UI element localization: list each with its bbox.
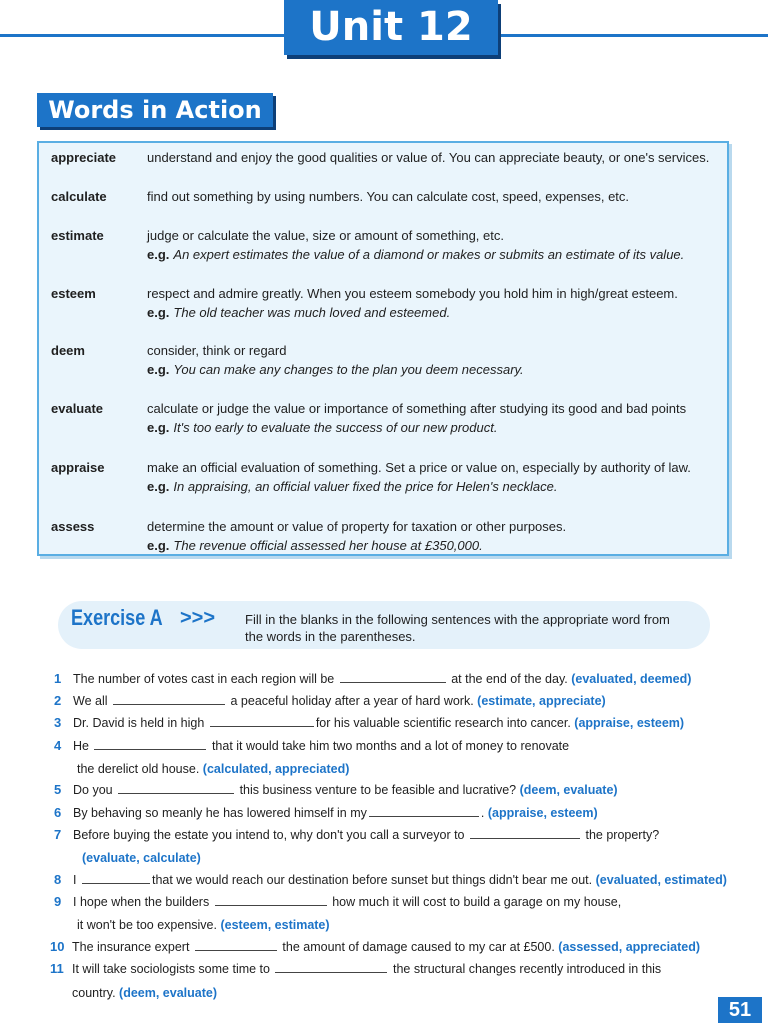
question-line: We all a peaceful holiday after a year of hard work. (estimate, appreciate) <box>73 694 606 708</box>
question-line: Do you this business venture to be feasible and lucrative? (deem, evaluate) <box>73 783 618 797</box>
answer-blank[interactable] <box>195 938 277 951</box>
answer-blank[interactable] <box>340 670 446 683</box>
question-line: He that it would take him two months and a lot of money to renovate <box>73 739 570 753</box>
exercise-header <box>58 601 710 649</box>
vocab-example: e.g. An expert estimates the value of a diamond or makes or submits an estimate of its value. <box>147 247 685 262</box>
question-number: 9 <box>54 894 62 909</box>
vocab-example: e.g. It's too early to evaluate the success of our new product. <box>147 420 498 435</box>
answer-options: (evaluated, deemed) <box>571 672 692 686</box>
vocab-word: evaluate <box>51 401 104 416</box>
vocabulary-box <box>37 141 729 556</box>
exercise-title: Exercise A <box>71 605 163 630</box>
answer-blank[interactable] <box>118 781 234 794</box>
vocab-definition: judge or calculate the value, size or amount of something, etc. <box>147 228 504 243</box>
question-line: it won't be too expensive. (esteem, estimate) <box>77 918 330 932</box>
question-line: Before buying the estate you intend to, why don't you call a surveyor to the property? <box>73 828 660 842</box>
vocab-definition: calculate or judge the value or importance of something after studying its good and bad points <box>147 401 687 416</box>
answer-blank[interactable] <box>215 893 327 906</box>
page-number: 51 <box>718 997 762 1023</box>
answer-blank[interactable] <box>275 960 387 973</box>
question-number: 4 <box>54 738 62 753</box>
answer-blank[interactable] <box>82 871 150 884</box>
answer-options: (esteem, estimate) <box>220 918 330 932</box>
vocab-example: e.g. The old teacher was much loved and esteemed. <box>147 305 451 320</box>
question-line: country. (deem, evaluate) <box>72 986 217 1000</box>
answer-options: (evaluated, estimated) <box>595 873 727 887</box>
question-number: 11 <box>50 961 64 976</box>
vocab-word: assess <box>51 519 95 534</box>
answer-blank[interactable] <box>113 692 225 705</box>
header-rule-right <box>496 34 768 37</box>
answer-options: (appraise, esteem) <box>574 716 685 730</box>
question-line: It will take sociologists some time to the structural changes recently introduced in this <box>72 962 662 976</box>
question-line: By behaving so meanly he has lowered himself in my . (appraise, esteem) <box>73 806 598 820</box>
question-line: The insurance expert the amount of damage caused to my car at £500. (assessed, appreciated) <box>72 940 701 954</box>
answer-blank[interactable] <box>210 714 314 727</box>
vocab-word: deem <box>51 343 85 358</box>
question-number: 6 <box>54 805 62 820</box>
section-title: Words in Action <box>37 93 273 127</box>
question-number: 5 <box>54 782 62 797</box>
vocab-definition: find out something by using numbers. You can calculate cost, speed, expenses, etc. <box>147 189 630 204</box>
question-number: 3 <box>54 715 62 730</box>
answer-options: (evaluate, calculate) <box>82 851 201 865</box>
vocab-word: esteem <box>51 286 96 301</box>
question-line: I hope when the builders how much it will cost to build a garage on my house, <box>73 895 622 909</box>
unit-title: Unit 12 <box>284 0 498 55</box>
answer-blank[interactable] <box>94 737 206 750</box>
question-line: Dr. David is held in high for his valuable scientific research into cancer. (appraise, esteem) <box>73 716 685 730</box>
vocab-word: estimate <box>51 228 104 243</box>
vocab-example: e.g. In appraising, an official valuer fixed the price for Helen's necklace. <box>147 479 558 494</box>
question-number: 8 <box>54 872 62 887</box>
answer-options: (deem, evaluate) <box>119 986 217 1000</box>
question-number: 1 <box>54 671 62 686</box>
answer-options: (deem, evaluate) <box>519 783 618 797</box>
question-line: I that we would reach our destination before sunset but things didn't bear me out. (evaluated, estimated) <box>73 873 727 887</box>
question-line: the derelict old house. (calculated, appreciated) <box>77 762 350 776</box>
vocab-definition: respect and admire greatly. When you esteem somebody you hold him in high/great esteem. <box>147 286 678 301</box>
header-rule-left <box>0 34 290 37</box>
vocab-definition: understand and enjoy the good qualities or value of. You can appreciate beauty, or one's services. <box>147 150 710 165</box>
vocab-word: calculate <box>51 189 107 204</box>
answer-options: (assessed, appreciated) <box>558 940 701 954</box>
vocab-word: appreciate <box>51 150 117 165</box>
question-line <box>82 849 201 867</box>
vocab-example: e.g. You can make any changes to the plan you deem necessary. <box>147 362 524 377</box>
question-number: 10 <box>50 939 65 954</box>
vocab-definition: make an official evaluation of something. Set a price or value on, especially by authority of law. <box>147 460 691 475</box>
answer-options: (estimate, appreciate) <box>477 694 606 708</box>
vocab-definition: determine the amount or value of property for taxation or other purposes. <box>147 519 567 534</box>
vocab-word: appraise <box>51 460 105 475</box>
exercise-instruction: Fill in the blanks in the following sentences with the appropriate word from the words in the parentheses. <box>245 612 670 644</box>
answer-blank[interactable] <box>369 804 479 817</box>
question-number: 2 <box>54 693 62 708</box>
vocab-definition: consider, think or regard <box>147 343 287 358</box>
question-line: The number of votes cast in each region will be at the end of the day. (evaluated, deemed) <box>73 672 692 686</box>
answer-options: (calculated, appreciated) <box>202 762 350 776</box>
question-number: 7 <box>54 827 62 842</box>
vocab-example: e.g. The revenue official assessed her house at £350,000. <box>147 538 483 553</box>
answer-blank[interactable] <box>470 826 580 839</box>
answer-options: (appraise, esteem) <box>487 806 598 820</box>
arrows-icon: >>> <box>180 607 216 629</box>
